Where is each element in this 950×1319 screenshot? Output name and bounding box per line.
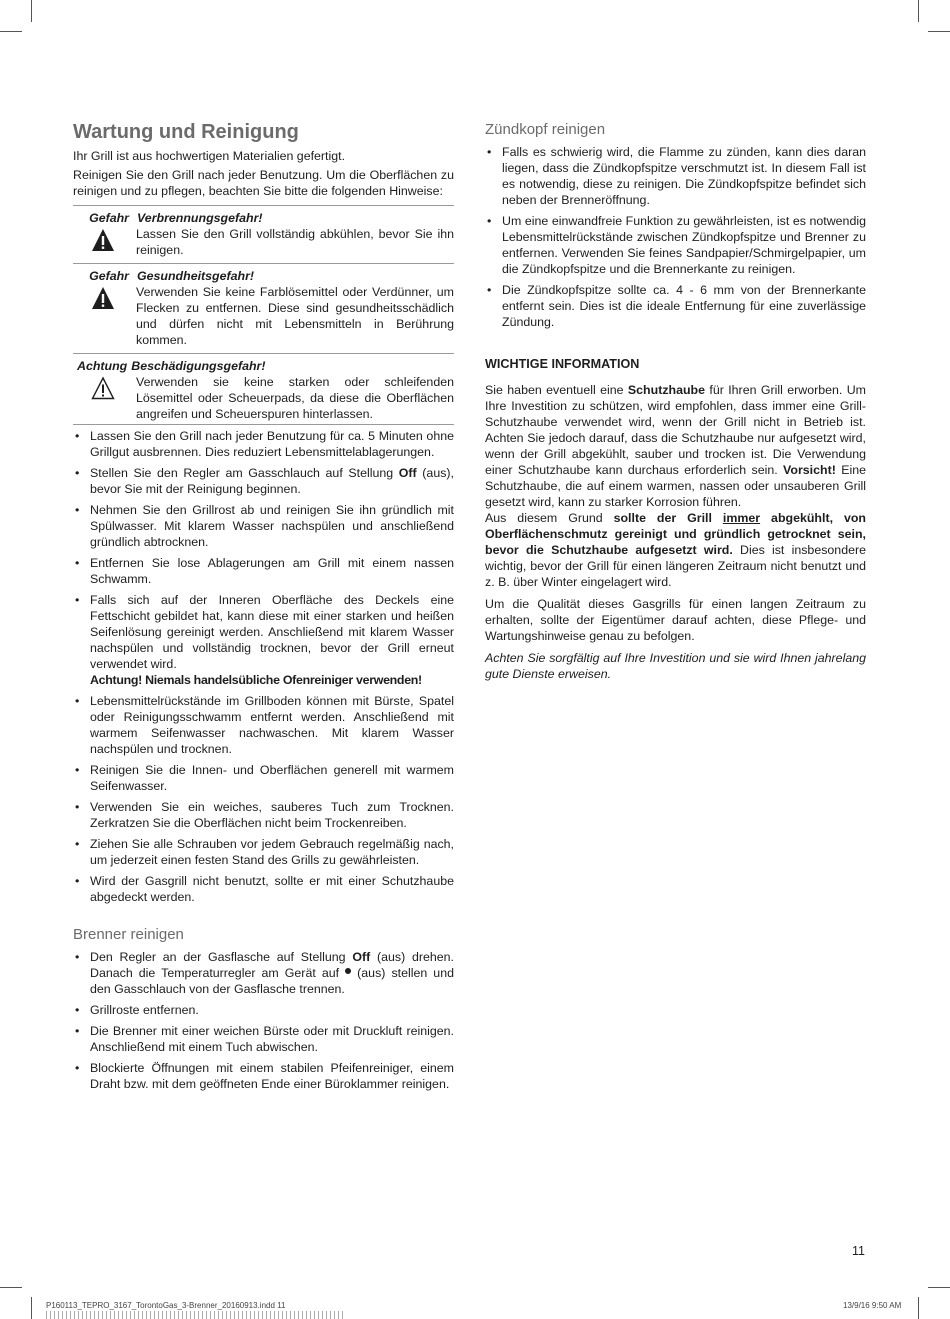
list-item: • Wird der Gasgrill nicht benutzt, sollte er mit einer Schutzhaube abgedeckt werden. [73,873,454,905]
page-number: 11 [852,1244,865,1258]
list-item: • Grillroste entfernen. [73,1002,454,1018]
crop-mark [928,31,950,32]
warning-heading [73,211,454,226]
list-item: • Stellen Sie den Regler am Gasschlauch auf Stellung Off (aus), bevor Sie mit der Reinigung beginnen. [73,465,454,497]
intro-text: Reinigen Sie den Grill nach jeder Benutzung. Um die Oberflächen zu reinigen und zu pflegen, beachten Sie bitte die folgenden Hinweise: [73,168,454,198]
warning-box [73,353,454,425]
list-item: • Falls sich auf der Inneren Oberfläche des Deckels eine Fettschicht gebildet hat, kann diese mit einer starken und heißen Seifenlösung gereinigt werden. Anschließend mit klarem Wasser nachspülen und vollständig trocknen, bevor der Grill erneut verwendet wird. Achtung! Niemals handelsübliche Ofenreiniger verwenden! [73,592,454,688]
crop-mark [918,1297,919,1319]
warning-heading [73,359,454,374]
warning-title: Gesundheitsgefahr! [137,269,255,283]
footer-date: 13/9/16 9:50 AM [843,1301,902,1310]
warning-box [73,205,454,263]
section-title: Wartung und Reinigung [73,121,299,143]
info-paragraph: Sie haben eventuell eine Schutzhaube für Ihren Grill erworben. Um Ihre Investition zu schützen, wird empfohlen, dass immer eine Grill-Schutzhaube verwendet wird, wenn der Grill nicht in Betrieb ist. Achten Sie jedoch darauf, dass die Schutzhaube nur aufgesetzt wird, wenn der Grill abgekühlt, sauber und trocken ist. Die Verwendung einer Schutzhaube kann durchaus erforderlich sein. Vorsicht! Eine Schutzhaube, die auf einem warmen, nassen oder unsauberen Grill gesetzt wird, kann zu starker Korrosion führen. [485,383,866,509]
warning-box [73,263,454,353]
warning-strong: Achtung! Niemals handelsübliche Ofenreiniger verwenden! [90,673,422,687]
warning-filled-icon [91,228,115,252]
list-item: • Lassen Sie den Grill nach jeder Benutzung für ca. 5 Minuten ohne Grillgut ausbrennen. Dies reduziert Lebensmittelablagerungen. [73,428,454,460]
warning-label: Gefahr [89,211,129,225]
warning-text: Verwenden Sie keine Farblösemittel oder Verdünner, um Flecken zu entfernen. Diese sind gesundheitsschädlich und dürfen nicht mit Lebensmitteln in Berührung kommen. [136,285,454,347]
warning-outline-icon [91,376,115,400]
registration-bar [46,1311,346,1319]
list-item: • Die Zündkopfspitze sollte ca. 4 - 6 mm von der Brennerkante entfernt sein. Dies ist die ideale Entfernung für eine zuverlässige Zündung. [485,282,866,330]
subsection-title: Zündkopf reinigen [485,121,606,138]
subsection-title: Brenner reinigen [73,926,184,943]
list-item: • Die Brenner mit einer weichen Bürste oder mit Druckluft reinigen. Anschließend mit einem Tuch abwischen. [73,1023,454,1055]
crop-mark [31,1297,32,1319]
crop-mark [928,1287,950,1288]
list-item: • Um eine einwandfreie Funktion zu gewährleisten, ist es notwendig Lebensmittelrückstände zwischen Zündkopfspitze und Brenner zu entfernen. Verwenden Sie feines Sandpapier/Schmirgelpapier, um die Zündkopfspitze und die Brennerkante zu reinigen. [485,213,866,277]
list-item: • Ziehen Sie alle Schrauben vor jedem Gebrauch regelmäßig nach, um jederzeit einen festen Stand des Grills zu gewährleisten. [73,836,454,868]
list-item: • Den Regler an der Gasflasche auf Stellung Off (aus) drehen. Danach die Temperaturregler am Gerät auf (aus) stellen und den Gasschlauch von der Gasflasche trennen. [73,949,454,997]
igniter-list [485,144,866,330]
warning-heading [73,269,454,284]
warning-title: Beschädigungsgefahr! [131,359,266,373]
warning-text: Verwenden sie keine starken oder schleifenden Lösemittel oder Scheuerpads, da diese die Oberflächen angreifen und Scheuerspuren hinterlassen. [136,375,454,421]
crop-mark [0,1287,22,1288]
cleaning-list [73,428,454,905]
warning-label: Achtung [77,359,128,373]
list-item: • Verwenden Sie ein weiches, sauberes Tuch zum Trocknen. Zerkratzen Sie die Oberflächen nicht beim Trockenreiben. [73,799,454,831]
crop-mark [918,0,919,22]
list-item: • Falls es schwierig wird, die Flamme zu zünden, kann dies daran liegen, dass die Zündkopfspitze verschmutzt ist. In diesem Fall ist es notwendig, diese zu reinigen. Die Zündkopfspitze befindet sich neben der Brenneröffnung. [485,144,866,208]
warning-label: Gefahr [89,269,129,283]
left-column [73,120,454,1097]
info-paragraph-italic: Achten Sie sorgfältig auf Ihre Investition und sie wird Ihnen jahrelang gute Dienste erweisen. [485,651,866,681]
intro-text: Ihr Grill ist aus hochwertigen Materialien gefertigt. [73,149,346,163]
info-heading: WICHTIGE INFORMATION [485,357,640,371]
crop-mark [0,31,22,32]
right-column [485,120,866,688]
info-paragraph: Aus diesem Grund sollte der Grill immer abgekühlt, von Oberflächenschmutz gereinigt und gründlich getrocknet sein, bevor die Schutzhaube aufgesetzt wird. Dies ist insbesondere wichtig, bevor der Grill für einen längeren Zeitraum nicht benutzt und z. B. über Winter eingelagert wird. [485,511,866,589]
list-item: • Lebensmittelrückstände im Grillboden können mit Bürste, Spatel oder Reinigungsschwamm entfernt werden. Anschließend mit warmem Seifenwasser nachwaschen. Mit klarem Wasser nachspülen und trocknen. [73,693,454,757]
list-item: • Entfernen Sie lose Ablagerungen am Grill mit einem nassen Schwamm. [73,555,454,587]
list-item: • Reinigen Sie die Innen- und Oberflächen generell mit warmem Seifenwasser. [73,762,454,794]
warning-title: Verbrennungsgefahr! [137,211,263,225]
burner-list [73,949,454,1092]
crop-mark [31,0,32,22]
warning-filled-icon [91,286,115,310]
footer-file: P160113_TEPRO_3167_TorontoGas_3-Brenner_20160913.indd 11 [46,1301,286,1310]
list-item: • Nehmen Sie den Grillrost ab und reinigen Sie ihn gründlich mit Spülwasser. Mit klarem Wasser nachspülen und anschließend gründlich abtrocknen. [73,502,454,550]
info-paragraph: Um die Qualität dieses Gasgrills für einen langen Zeitraum zu erhalten, sollte der Eigentümer darauf achten, diese Pflege- und Wartungshinweise genau zu befolgen. [485,597,866,643]
list-item: • Blockierte Öffnungen mit einem stabilen Pfeifenreiniger, einem Draht bzw. mit dem geöffneten Ende einer Büroklammer reinigen. [73,1060,454,1092]
warning-text: Lassen Sie den Grill vollständig abkühlen, bevor Sie ihn reinigen. [136,227,454,257]
